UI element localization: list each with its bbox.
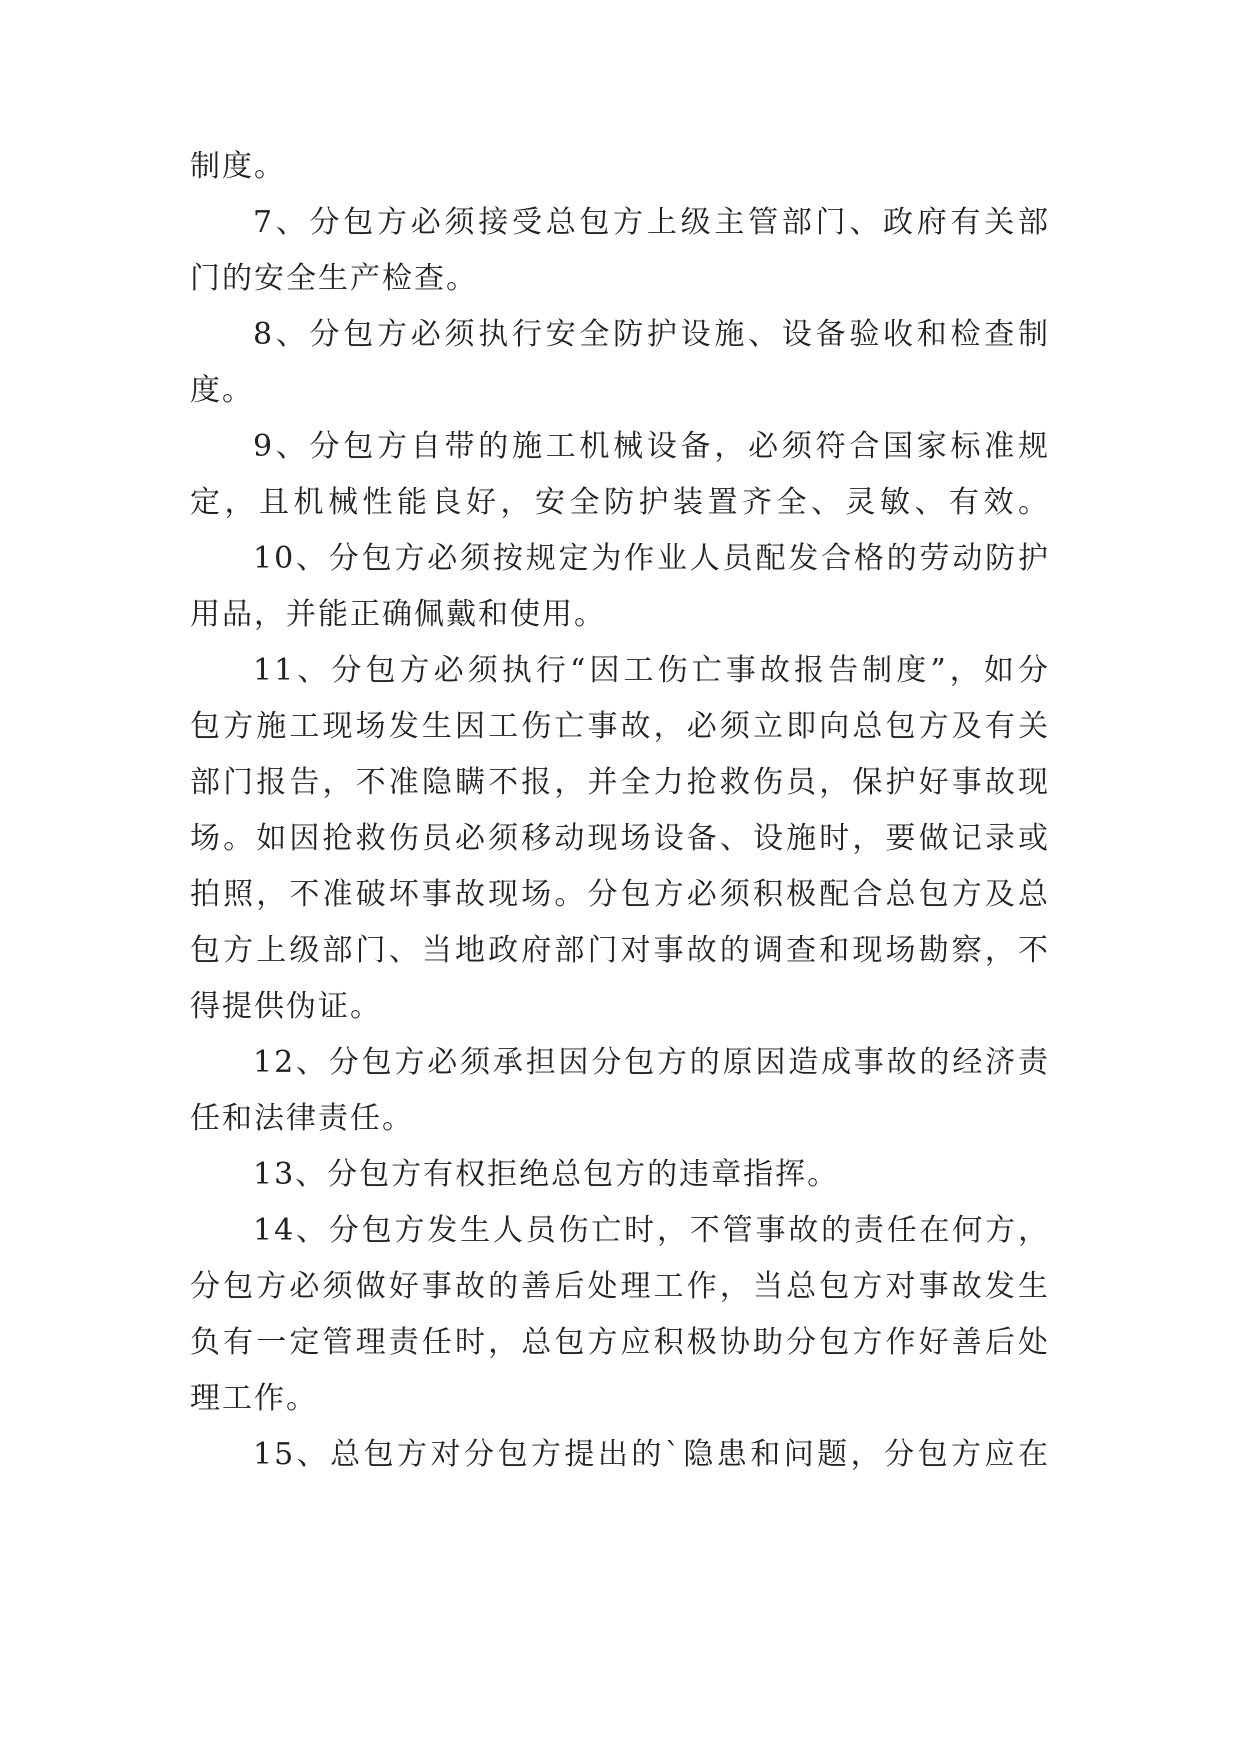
paragraph-line: 负有一定管理责任时，总包方应积极协助分包方作好善后处 [190,1325,1050,1360]
paragraph-line: 用品，并能正确佩戴和使用。 [190,597,606,632]
paragraph-line: 包方施工现场发生因工伤亡事故，必须立即向总包方及有关 [190,709,1050,744]
paragraph-line: 15、总包方对分包方提出的`隐患和问题，分包方应在 [253,1437,1050,1472]
paragraph-line: 11、分包方必须执行“因工伤亡事故报告制度”，如分 [253,653,1050,688]
paragraph-line: 得提供伪证。 [190,989,382,1024]
paragraph-line: 包方上级部门、当地政府部门对事故的调查和现场勘察，不 [190,933,1050,968]
paragraph-line: 任和法律责任。 [190,1101,414,1136]
paragraph-line: 12、分包方必须承担因分包方的原因造成事故的经济责 [253,1045,1050,1080]
paragraph-line: 7、分包方必须接受总包方上级主管部门、政府有关部 [253,205,1050,240]
paragraph-line: 拍照，不准破坏事故现场。分包方必须积极配合总包方及总 [190,877,1050,912]
paragraph-line: 8、分包方必须执行安全防护设施、设备验收和检查制 [253,317,1050,352]
paragraph-line: 9、分包方自带的施工机械设备，必须符合国家标准规 [253,429,1050,464]
paragraph-line: 定，且机械性能良好，安全防护装置齐全、灵敏、有效。 [190,485,1050,520]
paragraph-line: 门的安全生产检查。 [190,261,478,296]
paragraph-line: 制度。 [190,149,286,184]
paragraph-line: 10、分包方必须按规定为作业人员配发合格的劳动防护 [253,541,1050,576]
paragraph-line: 场。如因抢救伤员必须移动现场设备、设施时，要做记录或 [190,821,1050,856]
paragraph-line: 14、分包方发生人员伤亡时，不管事故的责任在何方， [253,1213,1050,1248]
paragraph-line: 度。 [190,373,254,408]
paragraph-line: 理工作。 [190,1381,318,1416]
paragraph-line: 分包方必须做好事故的善后处理工作，当总包方对事故发生 [190,1269,1050,1304]
paragraph-line: 13、分包方有权拒绝总包方的违章指挥。 [253,1157,840,1192]
paragraph-line: 部门报告，不准隐瞒不报，并全力抢救伤员，保护好事故现 [190,765,1050,800]
